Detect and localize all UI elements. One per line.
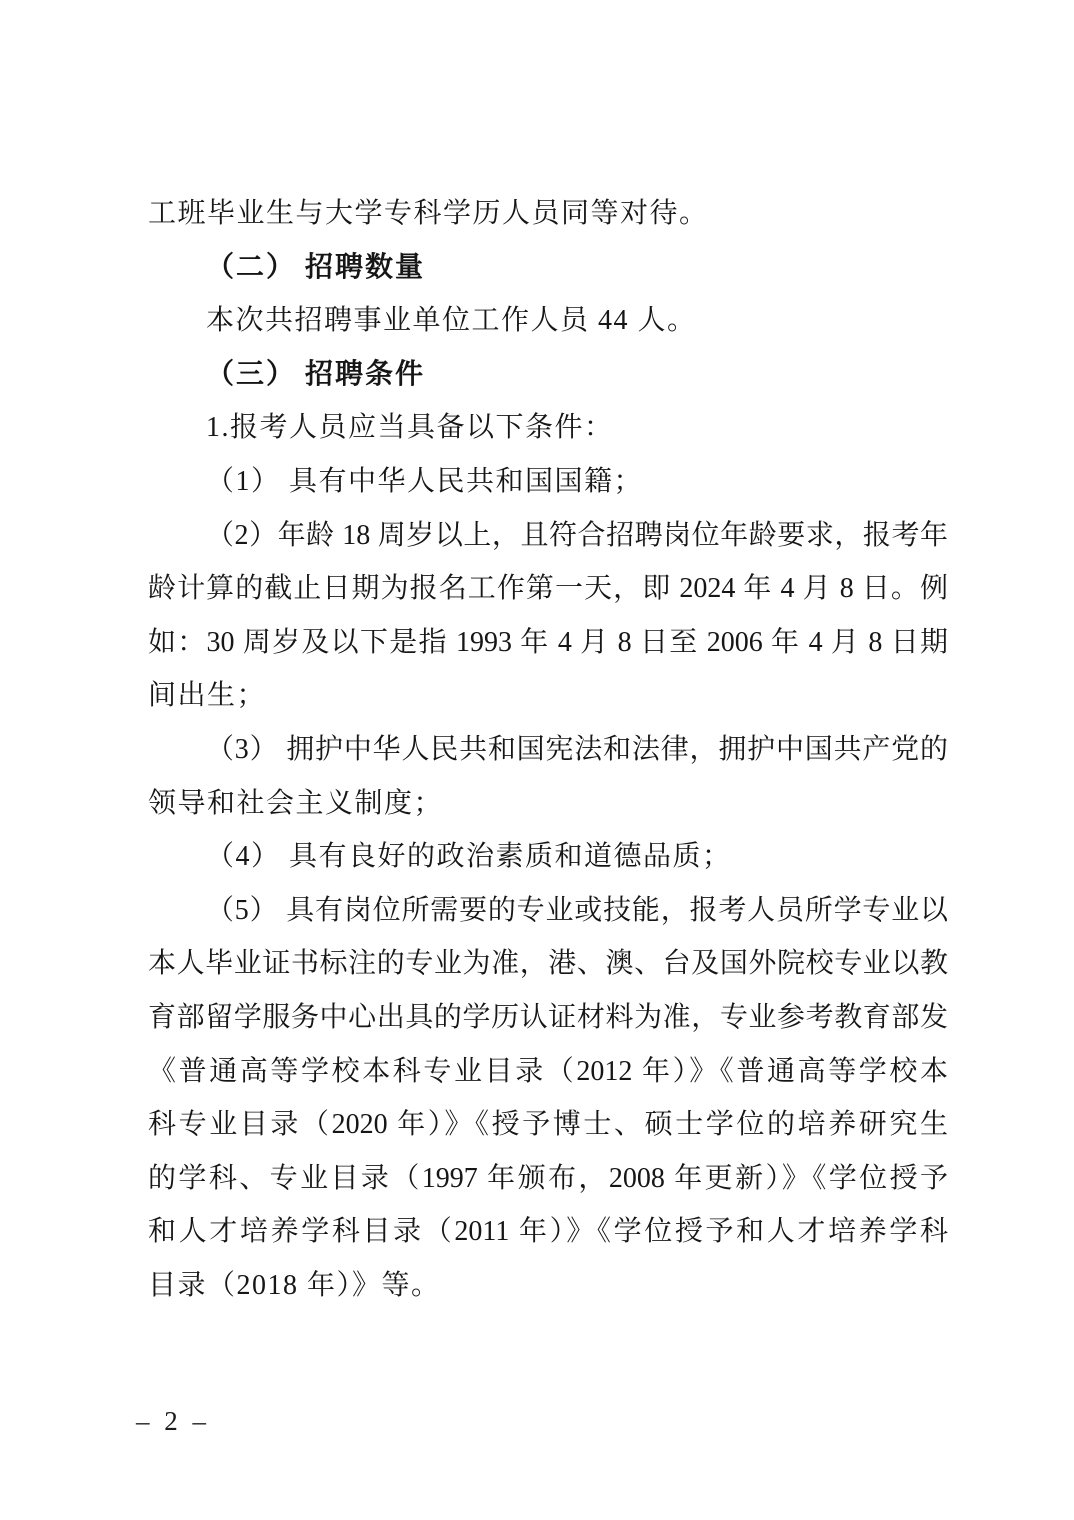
list-item-line: （4） 具有良好的政治素质和道德品质；: [206, 841, 732, 873]
paragraph-line: 1.报考人员应当具备以下条件：: [206, 412, 614, 444]
paragraph-line: 如：30 周岁及以下是指 1993 年 4 月 8 日至 2006 年 4 月 8 日期: [148, 626, 948, 658]
document-body: [148, 187, 948, 1312]
list-item-line: （1） 具有中华人民共和国国籍；: [206, 465, 644, 497]
paragraph-line: 本次共招聘事业单位工作人员 44 人。: [206, 305, 697, 337]
paragraph-line: 领导和社会主义制度；: [148, 787, 444, 819]
section-heading: （三） 招聘条件: [206, 358, 426, 390]
paragraph-line: 科专业目录（2020 年）》《授予博士、硕士学位的培养研究生: [148, 1109, 948, 1141]
paragraph-line: 工班毕业生与大学专科学历人员同等对待。: [148, 198, 709, 229]
list-item-line: （5） 具有岗位所需要的专业或技能，报考人员所学专业以: [206, 894, 948, 926]
list-item-line: （3） 拥护中华人民共和国宪法和法律，拥护中国共产党的: [206, 733, 948, 765]
paragraph-line: 的学科、专业目录（1997 年颁布，2008 年更新）》《学位授予: [148, 1162, 948, 1194]
section-heading: （二） 招聘数量: [206, 251, 426, 283]
paragraph-line: 间出生；: [148, 680, 267, 712]
paragraph-line: 龄计算的截止日期为报名工作第一天，即 2024 年 4 月 8 日。例: [148, 573, 948, 605]
paragraph-line: 本人毕业证书标注的专业为准，港、澳、台及国外院校专业以教: [148, 948, 948, 980]
paragraph-line: 目录（2018 年）》等。: [148, 1269, 441, 1301]
page-number: – 2 –: [136, 1406, 208, 1436]
paragraph-line: 《普通高等学校本科专业目录（2012 年）》《普通高等学校本: [148, 1055, 948, 1087]
paragraph-line: 和人才培养学科目录（2011 年）》《学位授予和人才培养学科: [148, 1216, 948, 1248]
paragraph-line: 育部留学服务中心出具的学历认证材料为准，专业参考教育部发: [148, 1001, 948, 1033]
list-item-line: （2）年龄 18 周岁以上，且符合招聘岗位年龄要求，报考年: [206, 519, 948, 551]
